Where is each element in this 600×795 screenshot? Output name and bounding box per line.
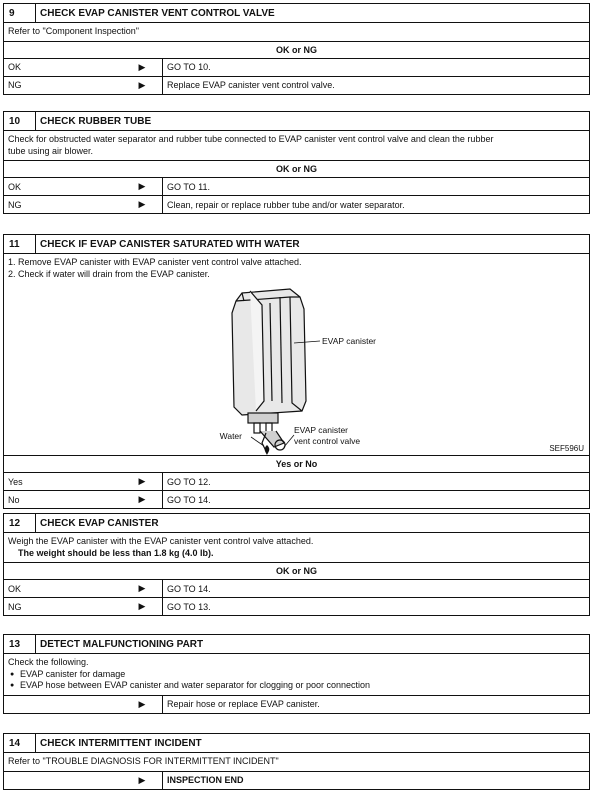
result-label: OK or NG — [4, 161, 589, 178]
step-12 — [3, 513, 590, 616]
arrow-icon: ▶ — [122, 178, 163, 195]
step-body — [4, 131, 589, 161]
action: GO TO 13. — [167, 601, 211, 612]
label-water: Water — [219, 431, 242, 441]
result-row — [4, 59, 589, 76]
action: Replace EVAP canister vent control valve. — [167, 80, 335, 90]
label-vent-valve-line2: vent control valve — [294, 436, 361, 446]
condition: Yes — [8, 476, 23, 487]
canister-figure — [4, 283, 589, 455]
evap-canister-illustration — [4, 283, 588, 455]
result-row — [4, 696, 589, 713]
condition: NG — [8, 80, 22, 90]
step-body — [4, 654, 589, 696]
condition — [4, 696, 122, 713]
step-number: 13 — [4, 635, 36, 653]
step-number: 14 — [4, 734, 36, 752]
arrow-icon: ▶ — [122, 77, 163, 94]
step-13 — [3, 634, 590, 714]
arrow-icon: ▶ — [122, 59, 163, 76]
result-label: OK or NG — [4, 42, 589, 59]
body-line: Check for obstructed water separator and rubber tube connected to EVAP canister vent control valve and clean the rubber — [8, 134, 494, 144]
label-vent-valve-line1: EVAP canister — [294, 425, 349, 435]
arrow-icon: ▶ — [122, 580, 163, 597]
body-line: Refer to "Component Inspection" — [8, 26, 139, 36]
arrow-icon: ▶ — [122, 196, 163, 213]
result-row — [4, 597, 589, 615]
step-header — [4, 235, 589, 254]
step-11 — [3, 234, 590, 509]
condition: OK — [8, 583, 22, 594]
body-line: Check the following. — [8, 657, 89, 667]
condition: OK — [8, 62, 22, 72]
step-number: 9 — [4, 4, 36, 22]
arrow-icon: ▶ — [122, 491, 163, 508]
action: Clean, repair or replace rubber tube and/or water separator. — [167, 199, 405, 210]
result-row — [4, 772, 589, 789]
step-body — [4, 23, 589, 42]
action: GO TO 11. — [167, 181, 211, 192]
body-line: Refer to "TROUBLE DIAGNOSIS FOR INTERMITTENT INCIDENT" — [8, 756, 279, 766]
action: GO TO 10. — [167, 62, 211, 72]
step-header — [4, 4, 589, 23]
step-title: CHECK EVAP CANISTER VENT CONTROL VALVE — [40, 7, 275, 19]
step-body — [4, 533, 589, 563]
bullet-item: ● EVAP canister for damage — [20, 669, 585, 681]
step-9 — [3, 3, 590, 95]
arrow-icon: ▶ — [122, 696, 163, 713]
condition: NG — [8, 601, 22, 612]
step-number: 11 — [4, 235, 36, 253]
result-row — [4, 195, 589, 213]
step-header — [4, 514, 589, 533]
arrow-icon: ▶ — [122, 772, 163, 789]
step-body — [4, 254, 589, 283]
step-14 — [3, 733, 590, 790]
step-title: DETECT MALFUNCTIONING PART — [40, 638, 204, 650]
step-header — [4, 635, 589, 654]
step-body — [4, 753, 589, 772]
step-title: CHECK EVAP CANISTER — [40, 517, 159, 529]
step-header — [4, 112, 589, 131]
result-row — [4, 178, 589, 195]
step-10 — [3, 111, 590, 214]
arrow-icon: ▶ — [122, 598, 163, 615]
action: INSPECTION END — [167, 775, 244, 785]
spec-line: The weight should be less than 1.8 kg (4.0 lb). — [18, 547, 214, 558]
figure-code: SEF596U — [549, 444, 584, 453]
body-line: tube using air blower. — [8, 145, 94, 156]
step-title: CHECK IF EVAP CANISTER SATURATED WITH WATER — [40, 238, 300, 250]
condition: No — [8, 494, 20, 505]
condition: OK — [8, 181, 22, 192]
condition: NG — [8, 199, 22, 210]
action: Repair hose or replace EVAP canister. — [167, 699, 320, 709]
body-line: Weigh the EVAP canister with the EVAP canister vent control valve attached. — [8, 536, 314, 546]
condition — [4, 772, 122, 789]
body-line: 1. Remove EVAP canister with EVAP canister vent control valve attached. — [8, 257, 302, 267]
action: GO TO 14. — [167, 583, 211, 594]
result-row — [4, 580, 589, 597]
result-row — [4, 490, 589, 508]
bullet-list — [8, 669, 585, 692]
result-label: Yes or No — [4, 455, 589, 473]
body-line: 2. Check if water will drain from the EVAP canister. — [8, 268, 210, 279]
arrow-icon: ▶ — [122, 473, 163, 490]
action: GO TO 14. — [167, 494, 211, 505]
result-row — [4, 76, 589, 94]
step-number: 10 — [4, 112, 36, 130]
label-evap-canister: EVAP canister — [322, 336, 377, 346]
step-title: CHECK INTERMITTENT INCIDENT — [40, 737, 202, 749]
step-header — [4, 734, 589, 753]
step-number: 12 — [4, 514, 36, 532]
action: GO TO 12. — [167, 476, 211, 487]
result-label: OK or NG — [4, 563, 589, 580]
result-row — [4, 473, 589, 490]
bullet-item: ● EVAP hose between EVAP canister and water separator for clogging or poor connection — [20, 680, 585, 692]
step-title: CHECK RUBBER TUBE — [40, 115, 152, 127]
